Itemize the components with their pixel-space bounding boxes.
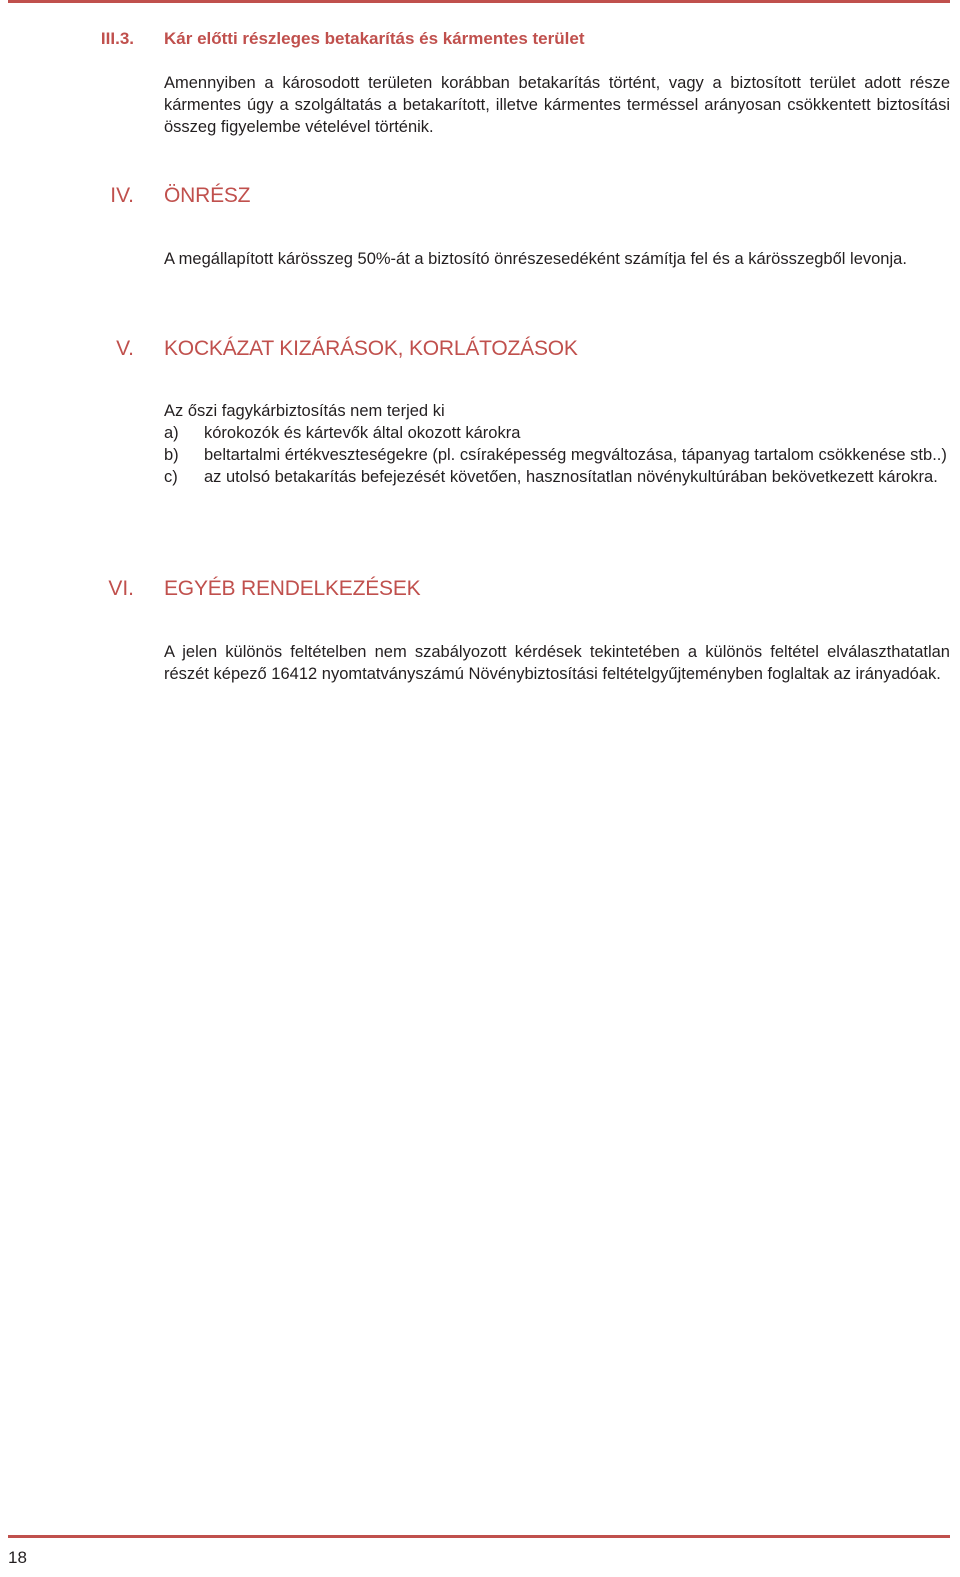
list-item <box>164 422 950 444</box>
section-body-4: A megállapított kárösszeg 50%-át a biztosító önrészesedéként számítja fel és a kárösszegből levonja. <box>164 250 907 268</box>
list-item-marker: b) <box>164 446 179 464</box>
list-item-text: kórokozók és kártevők által okozott károkra <box>204 424 521 442</box>
section-title-5: KOCKÁZAT KIZÁRÁSOK, KORLÁTOZÁSOK <box>164 337 578 360</box>
section-number-5: V. <box>116 337 134 360</box>
page-number: 18 <box>8 1548 27 1567</box>
section-title-3-3: Kár előtti részleges betakarítás és kármentes terület <box>164 29 585 48</box>
section-title-4: ÖNRÉSZ <box>164 184 251 207</box>
section-number-3-3: III.3. <box>100 29 134 48</box>
list-item-text: az utolsó betakarítás befejezését követően, hasznosítatlan növénykultúrában bekövetkezett károkra. <box>204 468 938 486</box>
top-rule <box>8 0 950 3</box>
exclusions-list <box>164 400 950 488</box>
section-title-6: EGYÉB RENDELKEZÉSEK <box>164 577 421 600</box>
list-item-text: beltartalmi értékveszteségekre (pl. csíraképesség megváltozása, tápanyag tartalom csökkenése stb..) <box>204 446 947 464</box>
section-number-4: IV. <box>110 184 134 207</box>
list-item-marker: a) <box>164 424 179 442</box>
section-body-3-3: Amennyiben a károsodott területen korábban betakarítás történt, vagy a biztosított terület adott része kármentes úgy a szolgáltatás a betakarított, illetve kármentes terméssel arányosan csökkentett biztosítási összeg figyelembe vételével történik. <box>164 74 950 136</box>
exclusions-intro: Az őszi fagykárbiztosítás nem terjed ki <box>164 402 445 420</box>
list-item <box>164 466 950 488</box>
bottom-rule <box>8 1535 950 1538</box>
list-item <box>164 444 950 466</box>
list-item-marker: c) <box>164 468 178 486</box>
section-number-6: VI. <box>108 577 134 600</box>
section-body-6: A jelen különös feltételben nem szabályozott kérdések tekintetében a különös feltétel elválaszthatatlan részét képező 16412 nyomtatványszámú Növénybiztosítási feltételgyűjteményben foglaltak az irányadóak. <box>164 643 950 683</box>
